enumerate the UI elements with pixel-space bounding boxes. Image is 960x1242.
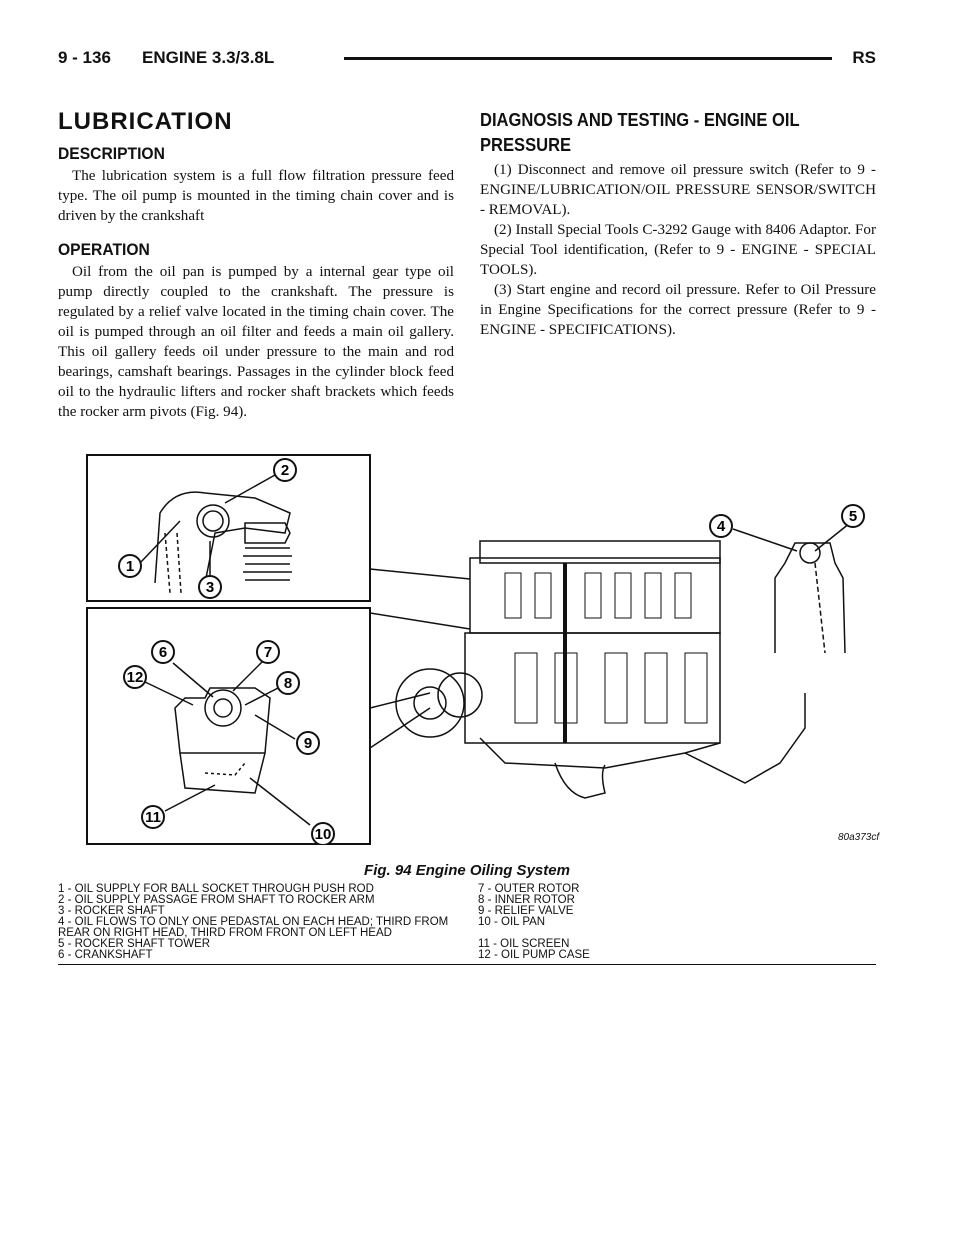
legend-item-9: 9 - RELIEF VALVE (478, 905, 574, 917)
rocker-inset-box (87, 455, 370, 601)
legend-item-3: 3 - ROCKER SHAFT (58, 905, 165, 917)
step-2: (2) Install Special Tools C-3292 Gauge with 8406 Adaptor. For Special Tool identification, (Refer to 9 - ENGINE - SPECIAL TOOLS). (480, 222, 876, 278)
figure-caption: Fig. 94 Engine Oiling System (364, 862, 570, 879)
page-number: 9 - 136 (58, 48, 111, 67)
page-header (58, 48, 876, 74)
callout-6 (152, 641, 174, 663)
section-code: RS (852, 48, 876, 67)
figure-image-code: 80a373cf (838, 832, 880, 843)
callout-12-label: 12 (126, 669, 144, 686)
callout-9 (297, 732, 319, 754)
legend-item-10: 10 - OIL PAN (478, 916, 546, 928)
description-text: The lubrication system is a full flow filtration pressure feed type. The oil pump is mounted in the timing chain cover and is driven by the crankshaft (58, 168, 454, 224)
diagnosis-heading-line1: DIAGNOSIS AND TESTING - ENGINE OIL (480, 110, 800, 130)
callout-1-label: 1 (125, 558, 135, 575)
header-rule (344, 57, 832, 60)
callout-6-label: 6 (158, 644, 168, 661)
diagnosis-heading-line2: PRESSURE (480, 135, 572, 155)
legend-item-4: 4 - OIL FLOWS TO ONLY ONE PEDASTAL ON EACH HEAD; THIRD FROM REAR ON RIGHT HEAD, THIRD FROM FRONT ON LEFT HEAD (58, 916, 449, 939)
left-column (58, 108, 454, 436)
callout-1 (119, 555, 141, 577)
callout-2-label: 2 (280, 462, 290, 479)
legend-row (58, 939, 876, 950)
callout-4-label: 4 (716, 518, 726, 535)
description-section (58, 144, 454, 226)
callout-4 (710, 515, 732, 537)
callout-2 (274, 459, 296, 481)
callout-5-label: 5 (848, 508, 858, 525)
legend-item-1: 1 - OIL SUPPLY FOR BALL SOCKET THROUGH PUSH ROD (58, 883, 374, 895)
callout-5 (842, 505, 864, 527)
header-title: ENGINE 3.3/3.8L (142, 48, 275, 67)
callout-11-label: 11 (145, 809, 161, 826)
callout-7-label: 7 (263, 644, 273, 661)
operation-text: Oil from the oil pan is pumped by a internal gear type oil pump directly coupled to the crankshaft. The pressure is regulated by a relief valve located in the timing chain cover. The oil is pumped through an oil filter and feeds a main oil gallery. This oil gallery feeds oil under pressure to the main and rod bearings, camshaft bearings. Passages in the cylinder block feed oil to the hydraulic lifters and rocker shaft brackets which feeds the rocker arm pivots (Fig. 94). (58, 264, 454, 420)
callout-3-label: 3 (205, 579, 215, 596)
legend-item-12: 12 - OIL PUMP CASE (478, 949, 590, 961)
callout-11 (142, 806, 164, 828)
callout-9-label: 9 (303, 735, 313, 752)
legend-item-2: 2 - OIL SUPPLY PASSAGE FROM SHAFT TO ROCKER ARM (58, 894, 375, 906)
step-3: (3) Start engine and record oil pressure. Refer to Oil Pressure in Engine Specifications for the correct pressure (Refer to 9 - ENGINE - SPECIFICATIONS). (480, 282, 876, 338)
right-column (480, 108, 876, 340)
callout-10-label: 10 (314, 826, 332, 843)
step-1: (1) Disconnect and remove oil pressure switch (Refer to 9 - ENGINE/LUBRICATION/OIL PRESSURE SENSOR/SWITCH - REMOVAL). (480, 162, 876, 218)
callout-8-label: 8 (283, 675, 293, 692)
engine-block-sketch (396, 541, 805, 798)
legend-item-11: 11 - OIL SCREEN (478, 938, 570, 950)
callout-8 (277, 672, 299, 694)
engine-oiling-diagram (85, 453, 893, 845)
callout-10 (312, 823, 334, 845)
figure-legend (58, 884, 876, 965)
operation-heading: OPERATION (58, 240, 150, 259)
rocker-arm-sketch (155, 492, 292, 593)
description-heading: DESCRIPTION (58, 144, 165, 163)
callout-3 (199, 576, 221, 598)
operation-section (58, 240, 454, 422)
diagnosis-heading (480, 108, 844, 158)
legend-item-5: 5 - ROCKER SHAFT TOWER (58, 938, 211, 950)
legend-row (58, 950, 876, 961)
legend-item-8: 8 - INNER ROTOR (478, 894, 575, 906)
oil-pump-inset-box (87, 608, 370, 844)
main-title: LUBRICATION (58, 108, 233, 135)
legend-item-7: 7 - OUTER ROTOR (478, 883, 580, 895)
callout-7 (257, 641, 279, 663)
legend-row (58, 917, 876, 939)
legend-row (58, 895, 876, 906)
rocker-tower-sketch (775, 543, 845, 653)
legend-item-6: 6 - CRANKSHAFT (58, 949, 153, 961)
callout-12 (124, 666, 146, 688)
